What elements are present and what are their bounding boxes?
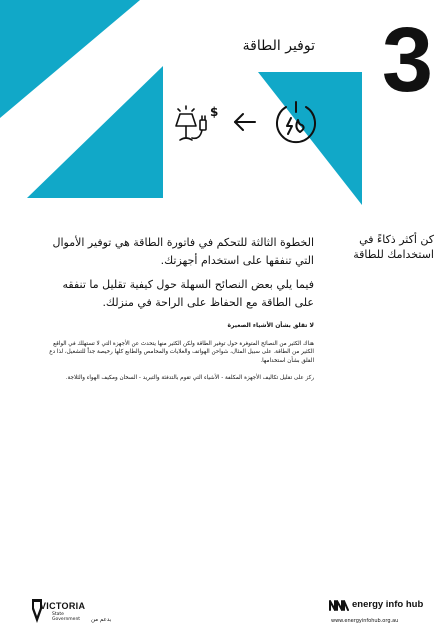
step-number: 3: [381, 9, 433, 111]
victoria-wordmark: VICTORIA: [40, 601, 86, 611]
focus-paragraph: ركز على تقليل تكاليف الأجهزة المكلفة - الأشياء التي تقوم بالتدفئة والتبريد - السخان ومكيف الهواء والثلاجة.: [65, 375, 314, 381]
side-heading: كن أكثر ذكاءً في استخدامك للطاقة: [353, 233, 434, 261]
tips-section: [46, 322, 314, 392]
lead-text: [46, 234, 314, 318]
energy-info-hub-logo-icon: [329, 599, 349, 611]
lead-paragraph-1: الخطوة الثالثة للتحكم في فاتورة الطاقة هي توفير الأموال التي تنفقها على استخدام أجهزتك.: [52, 236, 314, 267]
tip-paragraph: هناك الكثير من النصائح المتوفرة حول توفير الطاقة ولكن الكثير منها يتحدث عن الأجهزة التي لا تستهلك في الواقع الكثير من الطاقة. على سبيل المثال، شواحن الهواتف والغلايات والمحامص والطابع كلها رخيصة جداً للتشغيل، لذا دع القلق بشأن استخدامها.: [49, 340, 314, 364]
lead-paragraph-2: فيما يلي بعض النصائح السهلة حول كيفية تقليل ما تنفقه على الطاقة مع الحفاظ على الراحة في منزلك.: [62, 278, 314, 309]
svg-text:$: $: [210, 105, 219, 119]
arrow-left-icon: [232, 111, 258, 133]
cyan-triangle-top-left: [0, 0, 140, 118]
victoria-subtitle: State Government: [52, 612, 81, 622]
lamp-charger-icon: [172, 100, 222, 148]
energy-info-hub-brand: energy info hub: [352, 599, 424, 610]
tip-heading: لا تقلق بشأن الأشياء الصغيرة: [227, 322, 314, 329]
page-title: توفير الطاقة: [242, 38, 315, 54]
supported-by: بدعم من: [91, 617, 112, 623]
power-flame-icon: [272, 98, 320, 146]
energy-info-hub-url: www.energyinfohub.org.au: [331, 618, 399, 624]
cyan-triangle-left: [27, 66, 163, 198]
